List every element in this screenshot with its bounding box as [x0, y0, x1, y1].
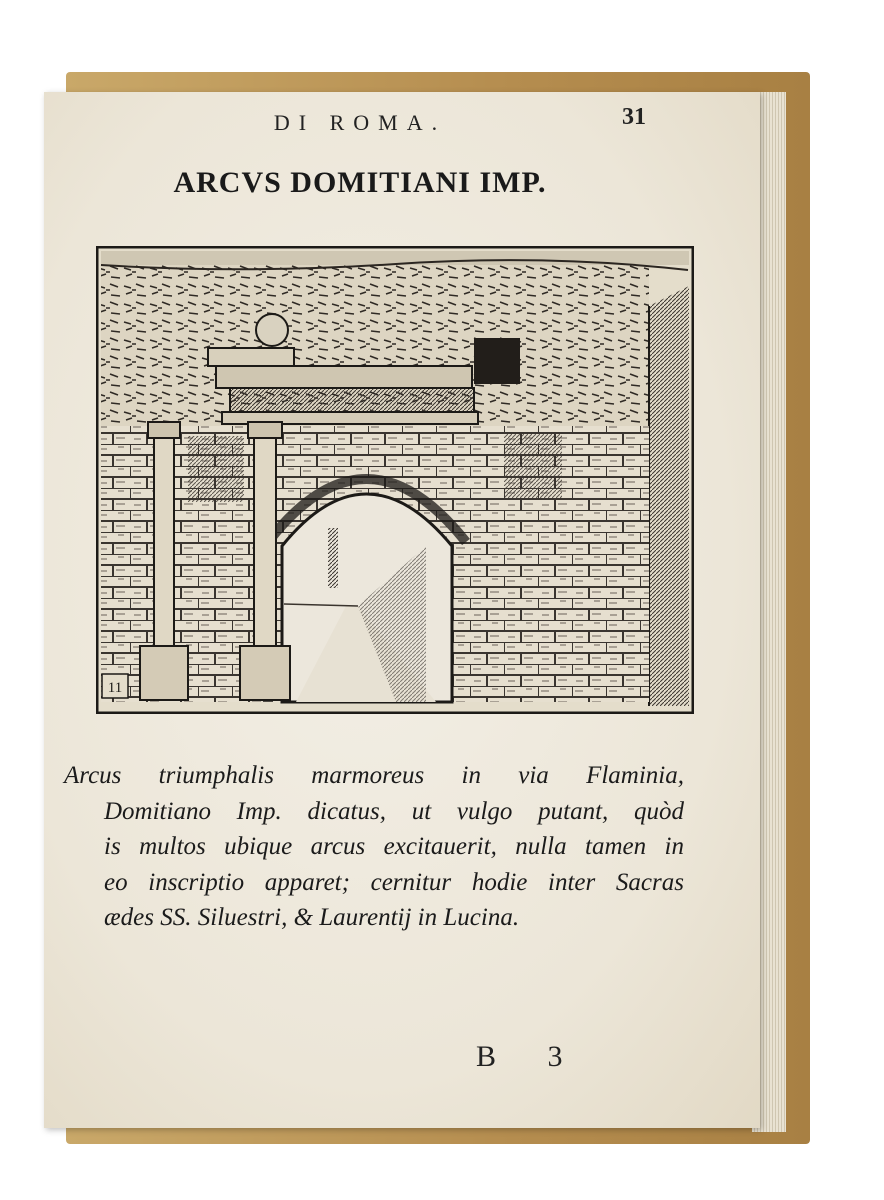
engraving-plate: [96, 246, 694, 714]
plate-number: 11: [107, 680, 123, 696]
running-head: DI ROMA.: [273, 110, 447, 135]
caption-line: ædes SS. Siluestri, & Laurentij in Lucina.: [104, 904, 520, 931]
caption-line: Domitiano Imp. dicatus, ut vulgo putant, quòd: [104, 797, 684, 825]
show-through-text: [104, 136, 114, 163]
arch-engraving: [96, 246, 694, 714]
signature-mark: B 3: [476, 1040, 585, 1073]
caption-text: [64, 758, 684, 936]
page-title: ARCVS DOMITIANI IMP.: [173, 166, 547, 199]
page-number: 31: [622, 104, 646, 130]
caption-line: Arcus triumphalis marmoreus in via Flaminia,: [64, 762, 684, 789]
caption-line: eo inscriptio apparet; cernitur hodie inter Sacras: [104, 868, 684, 896]
caption-line: is multos ubique arcus excitauerit, nulla tamen in: [104, 833, 684, 860]
